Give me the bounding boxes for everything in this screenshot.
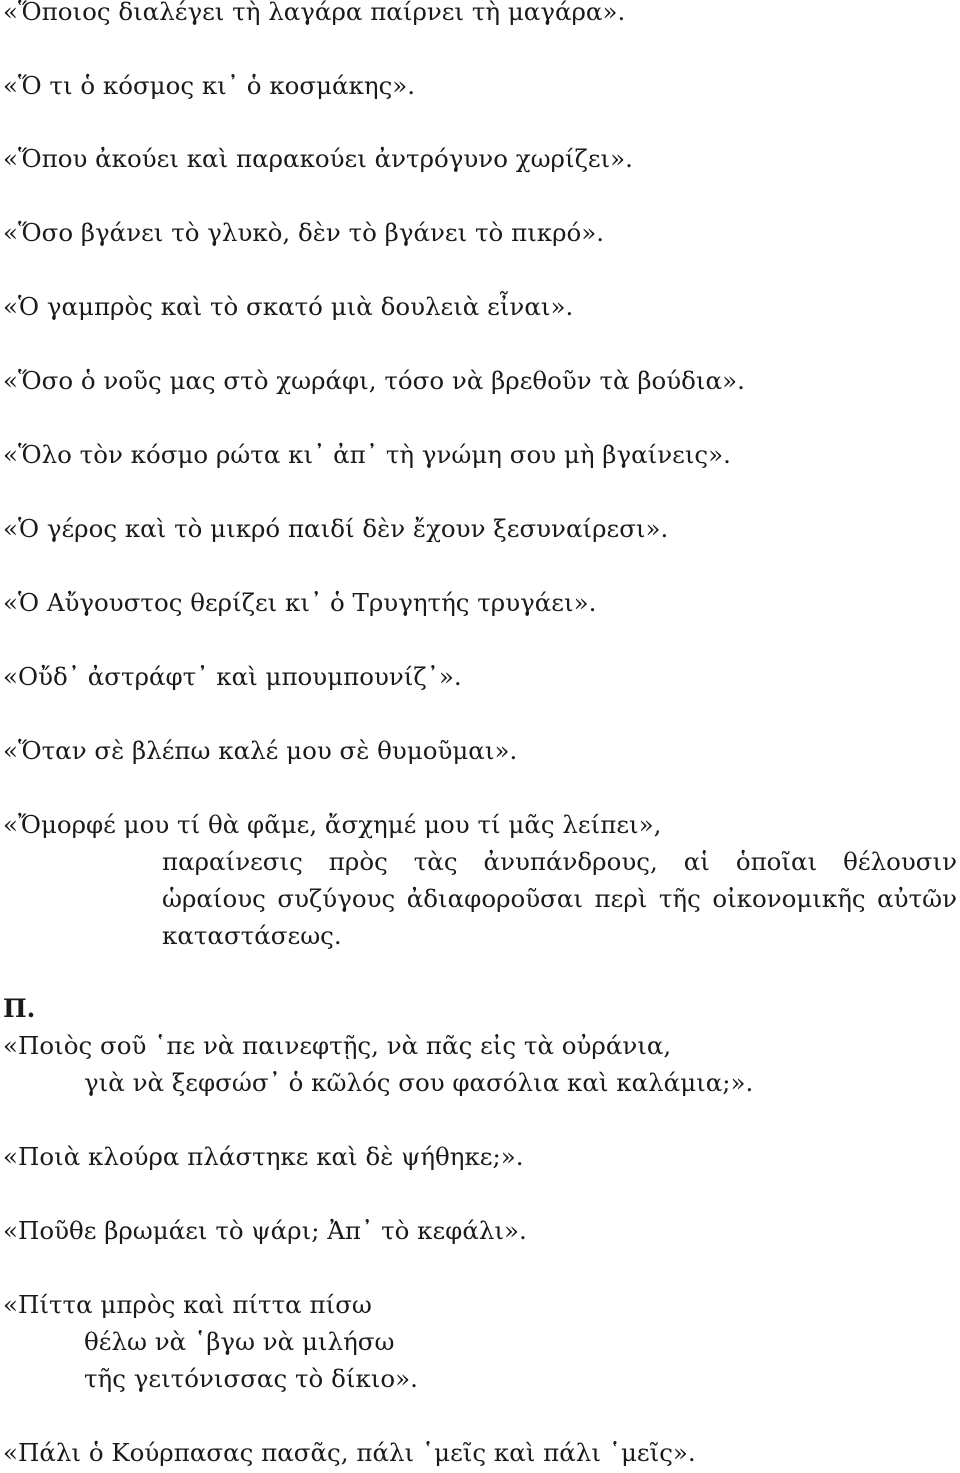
proverb-line: «Ποιὸς σοῦ ῾πε νὰ παινεφτῇς, νὰ πᾶς εἰς τὰ οὐράνια, (3, 1031, 672, 1060)
proverb-line: «Ποῦθε βρωμάει τὸ ψάρι; Ἀπ᾽ τὸ κεφάλι». (3, 1216, 527, 1245)
section-letter-heading: Π. (3, 994, 36, 1023)
proverb-line: «Πάλι ὁ Κούρπασας πασᾶς, πάλι ῾μεῖς καὶ πάλι ῾μεῖς». (3, 1438, 696, 1467)
proverb-line: «Ὄμορφέ μου τί θὰ φᾶμε, ἄσχημέ μου τί μᾶς λείπει», (3, 810, 662, 839)
proverb-commentary-line: παραίνεσις πρὸς τὰς ἀνυπάνδρους, αἱ ὁποῖαι θέλουσιν (162, 847, 957, 876)
proverb-continuation-line: θέλω νὰ ῾βγω νὰ μιλήσω (84, 1327, 395, 1356)
proverb-line: «Ὅποιος διαλέγει τὴ λαγάρα παίρνει τὴ μαγάρα». (3, 0, 626, 26)
proverb-line: «Ὅπου ἀκούει καὶ παρακούει ἀντρόγυνο χωρίζει». (3, 144, 633, 173)
proverb-line: «Ὅσο βγάνει τὸ γλυκὸ, δὲν τὸ βγάνει τὸ πικρό». (3, 218, 605, 247)
proverb-line: «Ὁ γέρος καὶ τὸ μικρό παιδί δὲν ἔχουν ξεσυναίρεσι». (3, 514, 669, 543)
proverb-line: «Ὁ γαμπρὸς καὶ τὸ σκατό μιὰ δουλειὰ εἶναι». (3, 292, 574, 321)
proverb-continuation-line: τῆς γειτόνισσας τὸ δίκιο». (84, 1364, 418, 1393)
proverb-line: «Πίττα μπρὸς καὶ πίττα πίσω (3, 1290, 372, 1319)
proverb-commentary-line: καταστάσεως. (162, 921, 342, 950)
proverb-line: «Ὅ τι ὁ κόσμος κι᾽ ὁ κοσμάκης». (3, 71, 416, 100)
proverb-line: «Ὁ Αὔγουστος θερίζει κι᾽ ὁ Τρυγητής τρυγάει». (3, 588, 597, 617)
proverb-line: «Ποιὰ κλούρα πλάστηκε καὶ δὲ ψήθηκε;». (3, 1142, 524, 1171)
proverb-line: «Οὔδ᾽ ἀστράφτ᾽ καὶ μπουμπουνίζ᾽». (3, 662, 462, 691)
proverb-continuation-line: γιὰ νὰ ξεφσώσ᾽ ὁ κῶλός σου φασόλια καὶ καλάμια;». (84, 1068, 754, 1097)
proverb-line: «Ὅσο ὁ νοῦς μας στὸ χωράφι, τόσο νὰ βρεθοῦν τὰ βούδια». (3, 366, 745, 395)
proverb-commentary-line: ὡραίους συζύγους ἀδιαφοροῦσαι περὶ τῆς οἰκονομικῆς αὐτῶν (162, 884, 957, 913)
proverb-line: «Ὅλο τὸν κόσμο ρώτα κι᾽ ἀπ᾽ τὴ γνώμη σου μὴ βγαίνεις». (3, 440, 731, 469)
proverb-line: «Ὅταν σὲ βλέπω καλέ μου σὲ θυμοῦμαι». (3, 736, 518, 765)
